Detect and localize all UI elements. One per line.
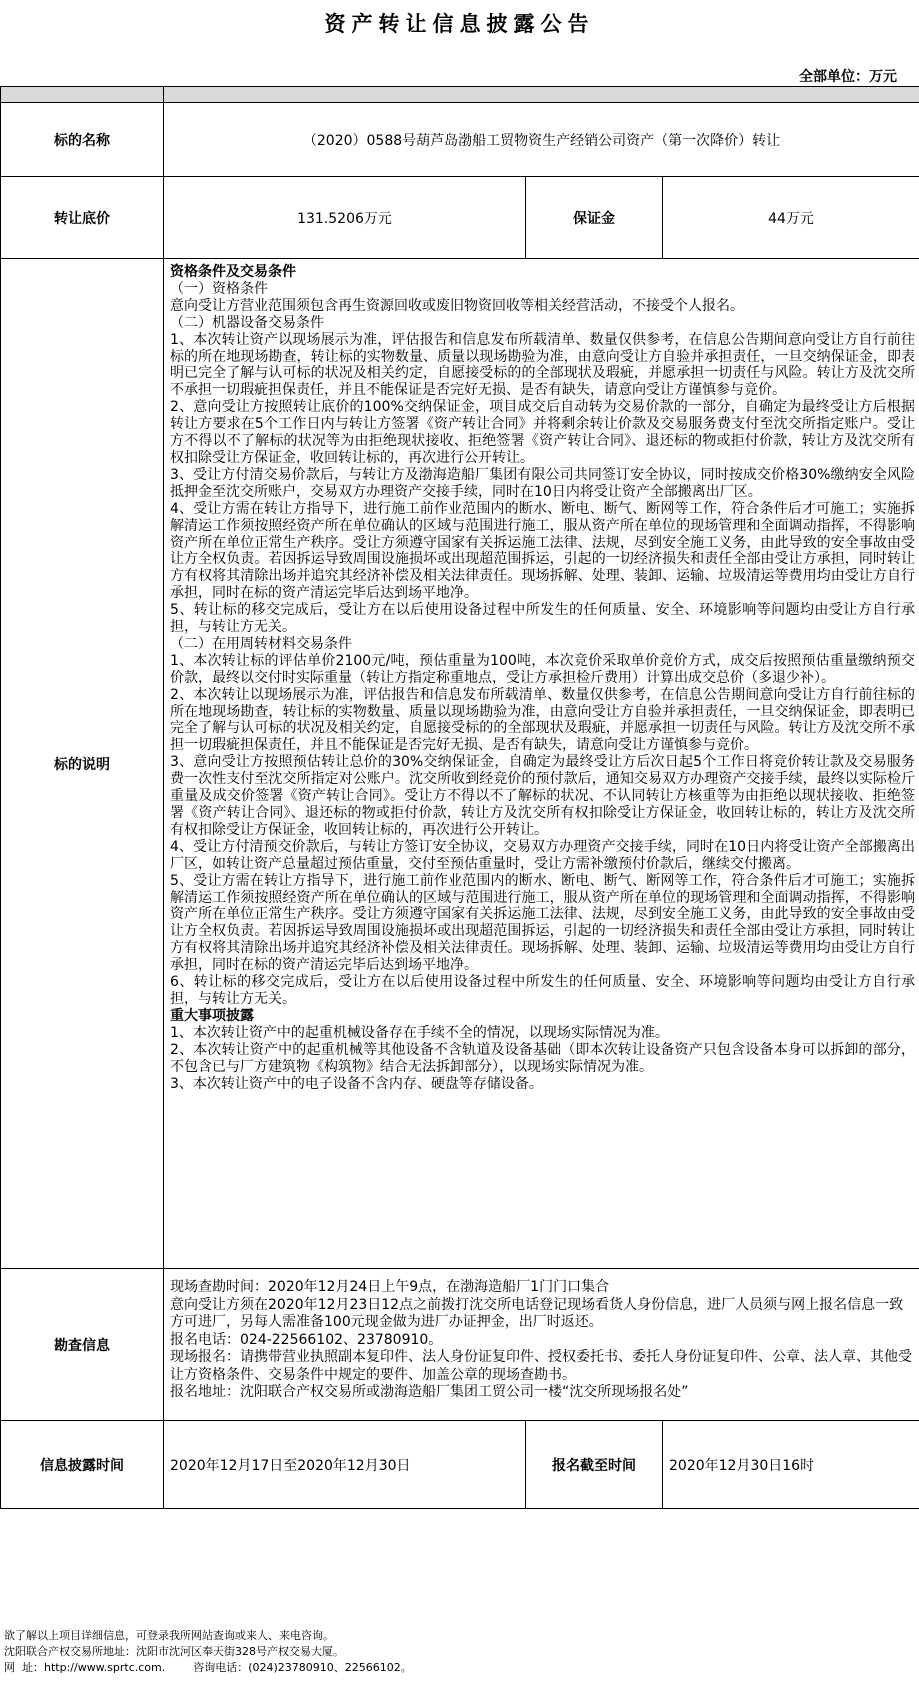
inspection-line: 现场报名：请携带营业执照副本复印件、法人身份证复印件、授权委托书、委托人身份证复印件、公章、法人章、其他受让方资格条件、交易条件中规定的要件、加盖公章的现场查勘书。 <box>170 1349 912 1383</box>
label-deadline: 报名截至时间 <box>526 1421 663 1509</box>
desc-para: 5、转让标的移交完成后，受让方在以后使用设备过程中所发生的任何质量、安全、环境影响等问题均由受让方自行承担，与转让方无关。 <box>170 602 916 636</box>
inspection-body <box>164 1269 919 1421</box>
row-name <box>1 103 919 177</box>
desc-para: 2、本次转让资产中的起重机械等其他设备不含轨道及设备基础（即本次转让设备资产只包含设备本身可以拆卸的部分，不包含已与厂方建筑物《构筑物》结合无法拆卸部分），以现场实际情况为准。 <box>170 1041 916 1075</box>
label-disclosure-time: 信息披露时间 <box>1 1421 164 1509</box>
desc-para: 3、本次转让资产中的电子设备不含内存、硬盘等存储设备。 <box>170 1075 543 1092</box>
row-inspection <box>1 1269 919 1421</box>
row-description <box>1 259 919 1269</box>
label-name: 标的名称 <box>1 103 164 177</box>
label-inspection: 勘查信息 <box>1 1269 164 1421</box>
desc-para: （二）在用周转材料交易条件 <box>170 635 352 652</box>
footer-line: 沈阳联合产权交易所地址：沈阳市沈河区奉天街328号产权交易大厦。 <box>4 1645 344 1658</box>
desc-para: 1、本次转让资产以现场展示为准，评估报告和信息发布所载清单、数量仅供参考，在信息公告期间意向受让方自行前往标的所在地现场勘查，转让标的实物数量、质量以现场勘验为准，由意向受让方自验并承担责任，一旦交纳保证金，即表明已完全了解与认可标的状况及相关约定，自愿接受标的的全部现状及瑕疵，并愿承担一切责任与风险。转让方及沈交所不承担一切瑕疵担保责任，并且不能保证是否完好无损、是否有缺失，请意向受让方谨慎参与竞价。 <box>170 331 916 399</box>
value-name: （2020）0588号葫芦岛渤船工贸物资生产经销公司资产（第一次降价）转让 <box>164 103 919 177</box>
label-deposit: 保证金 <box>526 177 663 259</box>
footer-line: 欲了解以上项目详细信息，可登录我所网站查询或来人、来电咨询。 <box>4 1629 334 1642</box>
desc-para: 1、本次转让标的评估单价2100元/吨，预估重量为100吨，本次竞价采取单价竞价方式，成交后按照预估重量缴纳预交价款，最终以交付时实际重量（转让方指定称重地点，受让方承担检斤费用）计算出成交总价（多退少补）。 <box>170 652 916 686</box>
value-deadline: 2020年12月30日16时 <box>663 1421 919 1509</box>
header-bar <box>1 87 919 103</box>
value-disclosure-time: 2020年12月17日至2020年12月30日 <box>164 1421 526 1509</box>
inspection-line: 意向受让方须在2020年12月23日12点之前拨打沈交所电话登记现场看货人身份信息，进厂人员须与网上报名信息一致方可进厂，另每人需准备100元现金做为进厂办证押金，出厂时返还。 <box>170 1296 904 1330</box>
label-price: 转让底价 <box>1 177 164 259</box>
desc-para: 重大事项披露 <box>170 1007 254 1024</box>
value-price: 131.5206万元 <box>164 177 526 259</box>
desc-para: 1、本次转让资产中的起重机械设备存在手续不全的情况，以现场实际情况为准。 <box>170 1024 669 1041</box>
desc-para: （二）机器设备交易条件 <box>170 314 324 331</box>
label-description: 标的说明 <box>1 259 164 1269</box>
desc-para: 6、转让标的移交完成后，受让方在以后使用设备过程中所发生的任何质量、安全、环境影响等问题均由受让方自行承担，与转让方无关。 <box>170 974 916 1007</box>
value-deposit: 44万元 <box>663 177 919 259</box>
inspection-line: 报名地址：沈阳联合产权交易所或渤海造船厂集团工贸公司一楼“沈交所现场报名处” <box>170 1384 689 1400</box>
desc-para: 3、受让方付清交易价款后，与转让方及渤海造船厂集团有限公司共同签订安全协议，同时按成交价格30%缴纳安全风险抵押金至沈交所账户，交易双方办理资产交接手续，同时在10日内将受让资产全部搬离出厂区。 <box>170 466 916 500</box>
footer-line: 网 址：http://www.sprtc.com. 咨询电话：(024)23780910、22566102。 <box>4 1661 412 1674</box>
desc-para: 2、意向受让方按照转让底价的100%交纳保证金，项目成交后自动转为交易价款的一部分，自确定为最终受让方后根据转让方要求在5个工作日内与转让方签署《资产转让合同》并将剩余转让价款及交易服务费支付至沈交所指定账户。受让方不得以不了解标的状况等为由拒绝现状接收、拒绝签署《资产转让合同》、退还标的物或拒付价款，转让方及沈交所有权扣除受让方保证金，收回转让标的，再次进行公开转让。 <box>170 399 916 466</box>
desc-para: （一）资格条件 <box>170 280 268 297</box>
desc-para: 5、受让方需在转让方指导下，进行施工前作业范围内的断水、断电、断气、断网等工作，符合条件后才可施工；实施拆解清运工作须按照经资产所在单位确认的区域与范围进行施工，服从资产所在单位的现场管理和全面调动指挥，不得影响资产所在单位正常生产秩序。受让方须遵守国家有关拆运施工法律、法规，尽到安全施工义务，由此导致的安全事故由受让方全权负责。若因拆运导致周围设施损坏或出现超范围拆运，引起的一切经济损失和责任全部由受让方承担，同时转让方有权将其清除出场并追究其经济补偿及相关法律责任。现场拆解、处理、装卸、运输、垃圾清运等费用均由受让方自行承担，同时在标的资产清运完毕后达到场平地净。 <box>170 872 916 974</box>
row-dates <box>1 1421 919 1509</box>
description-body <box>164 259 919 1269</box>
inspection-line: 现场查勘时间：2020年12月24日上午9点，在渤海造船厂1门门口集合 <box>170 1279 610 1295</box>
desc-para: 4、受让方需在转让方指导下，进行施工前作业范围内的断水、断电、断气、断网等工作，符合条件后才可施工；实施拆解清运工作须按照经资产所在单位确认的区域与范围进行施工，服从资产所在单位的现场管理和全面调动指挥，不得影响资产所在单位正常生产秩序。受让方须遵守国家有关拆运施工法律、法规，尽到安全施工义务，由此导致的安全事故由受让方全权负责。若因拆运导致周围设施损坏或出现超范围拆运，引起的一切经济损失和责任全部由受让方承担，同时转让方有权将其清除出场并追究其经济补偿及相关法律责任。现场拆解、处理、装卸、运输、垃圾清运等费用均由受让方自行承担，同时在标的资产清运完毕后达到场平地净。 <box>170 500 916 602</box>
desc-para: 意向受让方营业范围须包含再生资源回收或废旧物资回收等相关经营活动，不接受个人报名。 <box>170 297 744 314</box>
desc-para: 资格条件及交易条件 <box>170 264 296 280</box>
disclosure-table <box>0 86 919 1509</box>
desc-para: 2、本次转让以现场展示为准，评估报告和信息发布所载清单、数量仅供参考，在信息公告期间意向受让方自行前往标的所在地现场勘查，转让标的实物数量、质量以现场勘验为准，由意向受让方自验并承担责任，一旦交纳保证金，即表明已完全了解与认可标的状况及相关约定，自愿接受标的的全部现状及瑕疵，并愿承担一切责任与风险。转让方及沈交所不承担一切瑕疵担保责任，并且不能保证是否完好无损、是否有缺失，请意向受让方谨慎参与竞价。 <box>170 686 916 754</box>
desc-para: 3、意向受让方按照预估转让总价的30%交纳保证金，自确定为最终受让方后次日起5个工作日将竞价转让款及交易服务费一次性支付至沈交所指定对公账户。沈交所收到经竞价的预付款后，通知交易双方办理资产交接手续，最终以实际检斤重量及成交价签署《资产转让合同》。受让方不得以不了解标的状况、不认同转让方核重等为由拒绝以现状接收、拒绝签署《资产转让合同》、退还标的物或拒付价款，转让方及沈交所有权扣除受让方保证金，收回转让标的，转让方及沈交所有权扣除受让方保证金，收回转让标的，再次进行公开转让。 <box>170 754 916 838</box>
page-title: 资产转让信息披露公告 <box>324 12 595 36</box>
inspection-line: 报名电话：024-22566102、23780910。 <box>170 1331 443 1348</box>
unit-note: 全部单位：万元 <box>799 69 897 85</box>
desc-para: 4、受让方付清预交价款后，与转让方签订安全协议，交易双方办理资产交接手续，同时在10日内将受让资产全部搬离出厂区，如转让资产总量超过预估重量，交付至预估重量时，受让方需补缴预付价款后，继续交付搬离。 <box>170 838 916 872</box>
footer <box>4 1628 412 1676</box>
row-price <box>1 177 919 259</box>
